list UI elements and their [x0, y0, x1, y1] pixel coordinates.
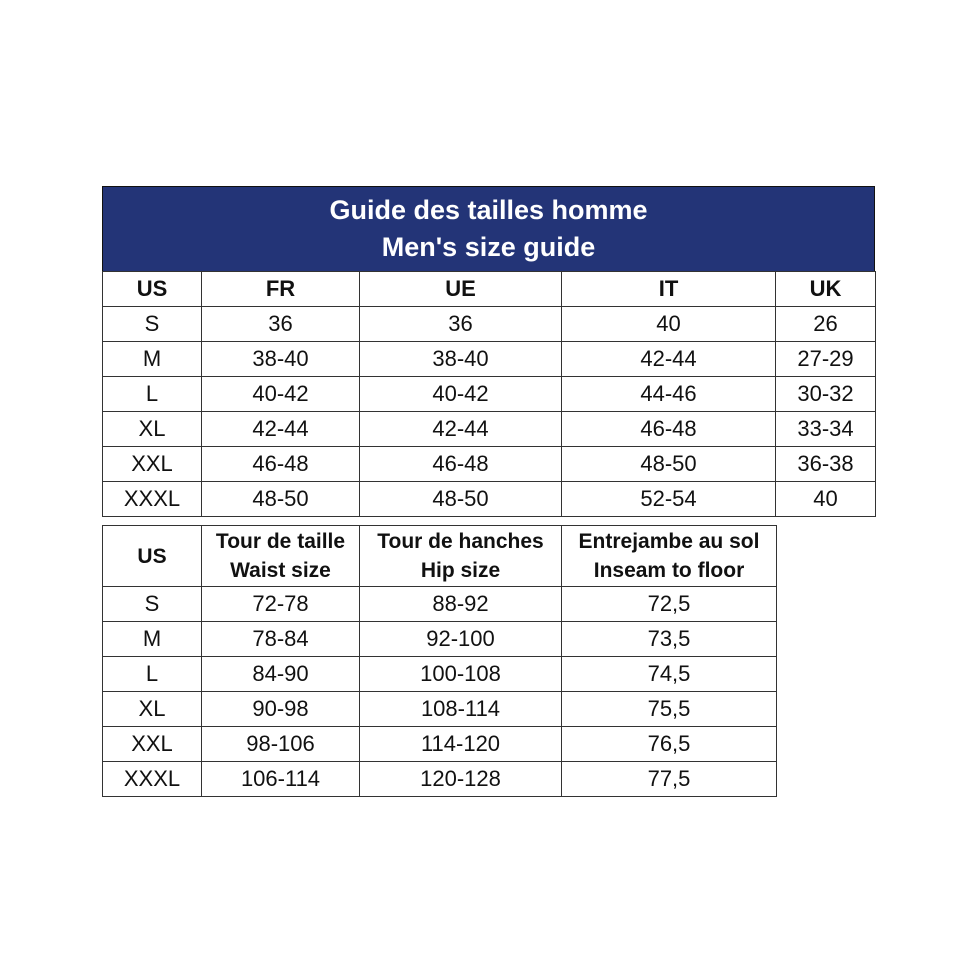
cell-us: XXL	[103, 447, 202, 482]
cell-uk: 26	[776, 307, 876, 342]
header-uk: UK	[776, 272, 876, 307]
header-inseam	[562, 526, 777, 587]
header-us	[103, 526, 202, 587]
cell-fr: 36	[202, 307, 360, 342]
cell-ue: 40-42	[360, 377, 562, 412]
cell-fr: 46-48	[202, 447, 360, 482]
table-header-row	[103, 526, 777, 587]
title-english: Men's size guide	[381, 232, 596, 262]
cell-waist: 106-114	[202, 762, 360, 797]
cell-us: S	[103, 307, 202, 342]
table-row	[103, 412, 876, 447]
table-row	[103, 622, 777, 657]
cell-inseam: 77,5	[562, 762, 777, 797]
cell-inseam: 72,5	[562, 587, 777, 622]
table-row	[103, 727, 777, 762]
size-guide-title	[102, 186, 875, 272]
cell-fr: 48-50	[202, 482, 360, 517]
cell-hip: 100-108	[360, 657, 562, 692]
cell-it: 46-48	[562, 412, 776, 447]
cell-hip: 92-100	[360, 622, 562, 657]
cell-hip: 120-128	[360, 762, 562, 797]
table-row	[103, 377, 876, 412]
cell-it: 40	[562, 307, 776, 342]
cell-us: M	[103, 342, 202, 377]
header-us: US	[103, 272, 202, 307]
cell-waist: 72-78	[202, 587, 360, 622]
header-it: IT	[562, 272, 776, 307]
cell-us: S	[103, 587, 202, 622]
cell-inseam: 76,5	[562, 727, 777, 762]
cell-waist: 98-106	[202, 727, 360, 762]
cell-inseam: 75,5	[562, 692, 777, 727]
size-conversion-table	[102, 271, 876, 517]
cell-ue: 36	[360, 307, 562, 342]
cell-hip: 88-92	[360, 587, 562, 622]
header-waist-french: Tour de taille	[215, 530, 346, 553]
cell-uk: 36-38	[776, 447, 876, 482]
table-row	[103, 342, 876, 377]
cell-uk: 40	[776, 482, 876, 517]
cell-fr: 38-40	[202, 342, 360, 377]
header-hip-english: Hip size	[420, 559, 501, 582]
cell-us: L	[103, 657, 202, 692]
cell-uk: 30-32	[776, 377, 876, 412]
title-french: Guide des tailles homme	[329, 195, 648, 225]
cell-it: 52-54	[562, 482, 776, 517]
cell-uk: 33-34	[776, 412, 876, 447]
cell-us: XXXL	[103, 482, 202, 517]
cell-waist: 78-84	[202, 622, 360, 657]
header-us-label: US	[137, 544, 167, 568]
cell-ue: 38-40	[360, 342, 562, 377]
header-inseam-english: Inseam to floor	[593, 559, 745, 582]
cell-ue: 46-48	[360, 447, 562, 482]
table-header-row	[103, 272, 876, 307]
cell-hip: 114-120	[360, 727, 562, 762]
cell-it: 48-50	[562, 447, 776, 482]
header-inseam-french: Entrejambe au sol	[578, 530, 760, 553]
table-row	[103, 692, 777, 727]
cell-it: 44-46	[562, 377, 776, 412]
cell-waist: 90-98	[202, 692, 360, 727]
cell-us: XXXL	[103, 762, 202, 797]
table-row	[103, 482, 876, 517]
header-hip-size	[360, 526, 562, 587]
cell-us: XL	[103, 412, 202, 447]
header-waist-english: Waist size	[230, 559, 331, 582]
header-hip-french: Tour de hanches	[377, 530, 544, 553]
cell-us: M	[103, 622, 202, 657]
cell-us: XXL	[103, 727, 202, 762]
cell-inseam: 74,5	[562, 657, 777, 692]
cell-ue: 42-44	[360, 412, 562, 447]
cell-ue: 48-50	[360, 482, 562, 517]
table-row	[103, 762, 777, 797]
table-row	[103, 447, 876, 482]
cell-uk: 27-29	[776, 342, 876, 377]
header-ue: UE	[360, 272, 562, 307]
header-fr: FR	[202, 272, 360, 307]
cell-us: L	[103, 377, 202, 412]
table-row	[103, 307, 876, 342]
cell-fr: 40-42	[202, 377, 360, 412]
cell-hip: 108-114	[360, 692, 562, 727]
body-measurements-table	[102, 525, 777, 797]
header-waist-size	[202, 526, 360, 587]
cell-us: XL	[103, 692, 202, 727]
cell-it: 42-44	[562, 342, 776, 377]
cell-fr: 42-44	[202, 412, 360, 447]
table-row	[103, 587, 777, 622]
cell-waist: 84-90	[202, 657, 360, 692]
cell-inseam: 73,5	[562, 622, 777, 657]
table-row	[103, 657, 777, 692]
